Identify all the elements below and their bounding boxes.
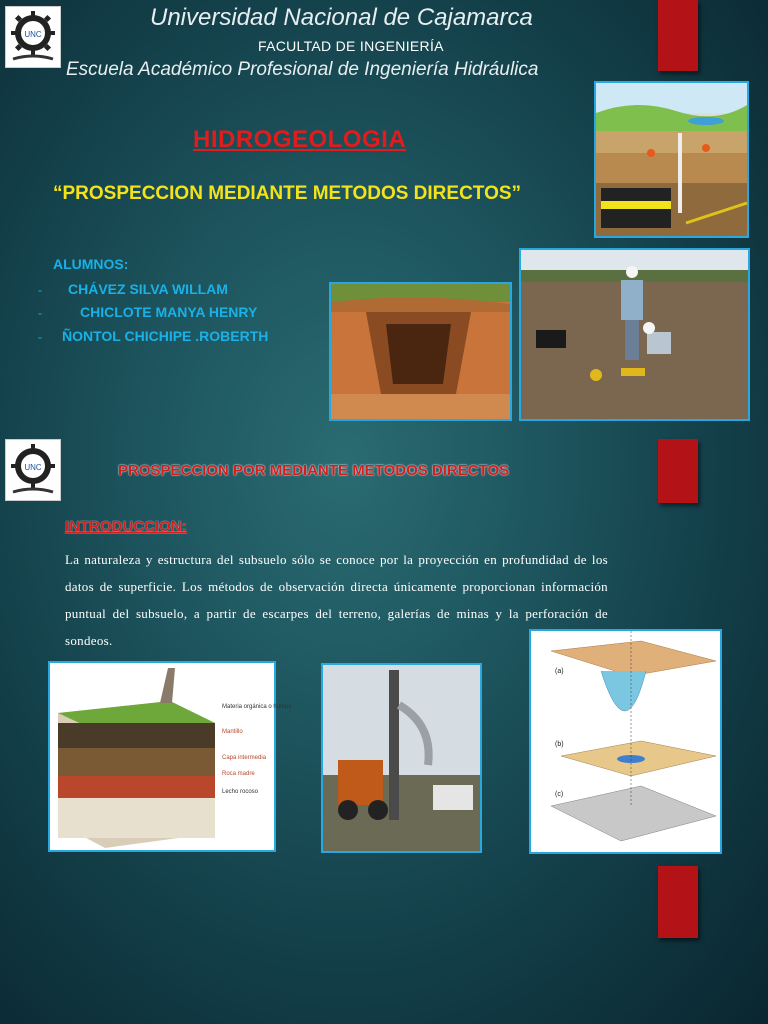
hydrogeology-diagram-image bbox=[594, 81, 749, 238]
red-accent-bar bbox=[658, 0, 698, 71]
university-logo bbox=[5, 439, 61, 501]
main-title: HIDROGEOLOGIA bbox=[193, 126, 407, 153]
school-title: Escuela Académico Profesional de Ingeniería Hidráulica bbox=[66, 59, 539, 80]
svg-text:(c): (c) bbox=[555, 791, 564, 798]
student-item: - CHICLOTE MANYA HENRY bbox=[38, 304, 258, 320]
svg-text:Capa intermedia: Capa intermedia bbox=[222, 755, 267, 761]
svg-text:(b): (b) bbox=[555, 741, 564, 748]
svg-text:Lecho rocoso: Lecho rocoso bbox=[222, 789, 259, 795]
university-logo bbox=[5, 6, 61, 68]
svg-text:Mantillo: Mantillo bbox=[222, 729, 243, 735]
groundwater-3d-plot bbox=[529, 629, 722, 854]
project-subtitle: “PROSPECCION MEDIANTE METODOS DIRECTOS” bbox=[53, 183, 522, 204]
drilling-rig-photo bbox=[321, 663, 482, 853]
svg-text:UNC: UNC bbox=[24, 30, 42, 39]
svg-text:Roca madre: Roca madre bbox=[222, 771, 255, 777]
faculty-title: FACULTAD DE INGENIERÍA bbox=[258, 38, 444, 54]
svg-text:(a): (a) bbox=[555, 668, 564, 675]
field-workers-photo bbox=[519, 248, 750, 421]
university-title: Universidad Nacional de Cajamarca bbox=[150, 4, 533, 31]
section-title: PROSPECCION POR MEDIANTE METODOS DIRECTOS bbox=[118, 462, 510, 479]
excavation-pit-photo bbox=[329, 282, 512, 421]
gear-logo-icon bbox=[8, 442, 58, 498]
svg-text:UNC: UNC bbox=[24, 463, 42, 472]
svg-text:Materia orgánica o humus: Materia orgánica o humus bbox=[222, 704, 292, 710]
student-item: - CHÁVEZ SILVA WILLAM bbox=[38, 281, 228, 297]
gear-logo-icon bbox=[8, 9, 58, 65]
red-accent-bar bbox=[658, 439, 698, 503]
students-heading: ALUMNOS: bbox=[53, 256, 129, 272]
intro-heading: INTRODUCCION: bbox=[65, 518, 187, 535]
student-item: - ÑONTOL CHICHIPE .ROBERTH bbox=[38, 328, 269, 344]
soil-profile-diagram bbox=[48, 661, 292, 852]
red-accent-bar bbox=[658, 866, 698, 938]
intro-paragraph: La naturaleza y estructura del subsuelo sólo se conoce por la proyección en profundidad de los datos de superficie. Los métodos de observación directa únicamente proporcionan información puntual del subsuelo, a partir de escarpes del terreno, galerías de minas y la perforación de sondeos. bbox=[65, 552, 608, 648]
